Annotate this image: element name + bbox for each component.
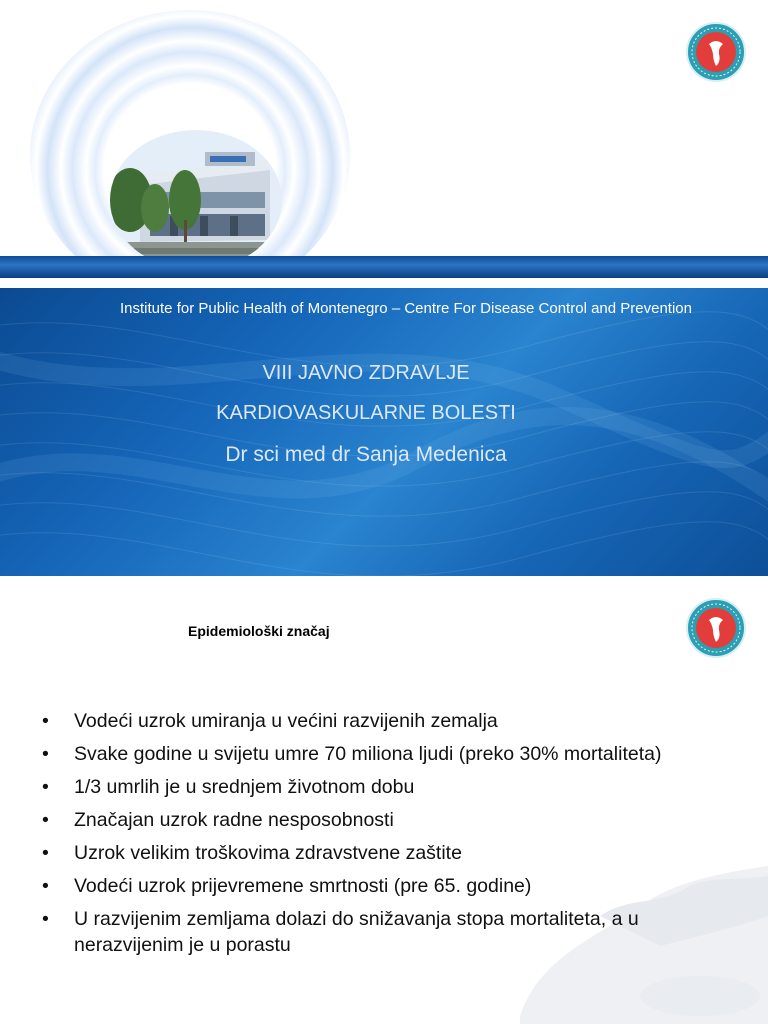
- bullet-list: [40, 708, 740, 965]
- list-item: • 1/3 umrlih je u srednjem životnom dobu: [42, 776, 415, 798]
- list-item: • Uzrok velikim troškovima zdravstvene zaštite: [42, 842, 462, 864]
- bullet-icon: •: [42, 710, 49, 732]
- building-photo: [110, 130, 282, 270]
- stripe-divider: [0, 278, 768, 288]
- author-name: Dr sci med dr Sanja Medenica: [225, 443, 507, 466]
- list-item: • Vodeći uzrok umiranja u većini razvijenih zemalja: [42, 710, 498, 732]
- bullet-icon: •: [42, 908, 49, 930]
- bullet-icon: •: [42, 809, 49, 831]
- bullet-icon: •: [42, 776, 49, 798]
- bullet-icon: •: [42, 875, 49, 897]
- list-item: • Svake godine u svijetu umre 70 miliona ljudi (preko 30% mortaliteta): [42, 743, 662, 765]
- list-item: • Značajan uzrok radne nesposobnosti: [42, 809, 394, 831]
- title-band: [0, 288, 768, 576]
- institute-name: Institute for Public Health of Montenegro – Centre For Disease Control and Prevention: [120, 300, 692, 317]
- bullet-icon: •: [42, 842, 49, 864]
- lecture-title: KARDIOVASKULARNE BOLESTI: [216, 402, 516, 424]
- course-title: VIII JAVNO ZDRAVLJE: [262, 362, 470, 384]
- content-slide: [0, 576, 768, 1024]
- institute-logo-icon: [686, 598, 746, 658]
- list-item: • U razvijenim zemljama dolazi do snižavanja stopa mortaliteta, a u nerazvijenim je u porastu: [42, 908, 639, 956]
- institute-logo-icon: [686, 22, 746, 82]
- header-stripe: [0, 256, 768, 278]
- list-item: • Vodeći uzrok prijevremene smrtnosti (pre 65. godine): [42, 875, 532, 897]
- bullet-icon: •: [42, 743, 49, 765]
- slide-title: Epidemiološki značaj: [188, 623, 330, 639]
